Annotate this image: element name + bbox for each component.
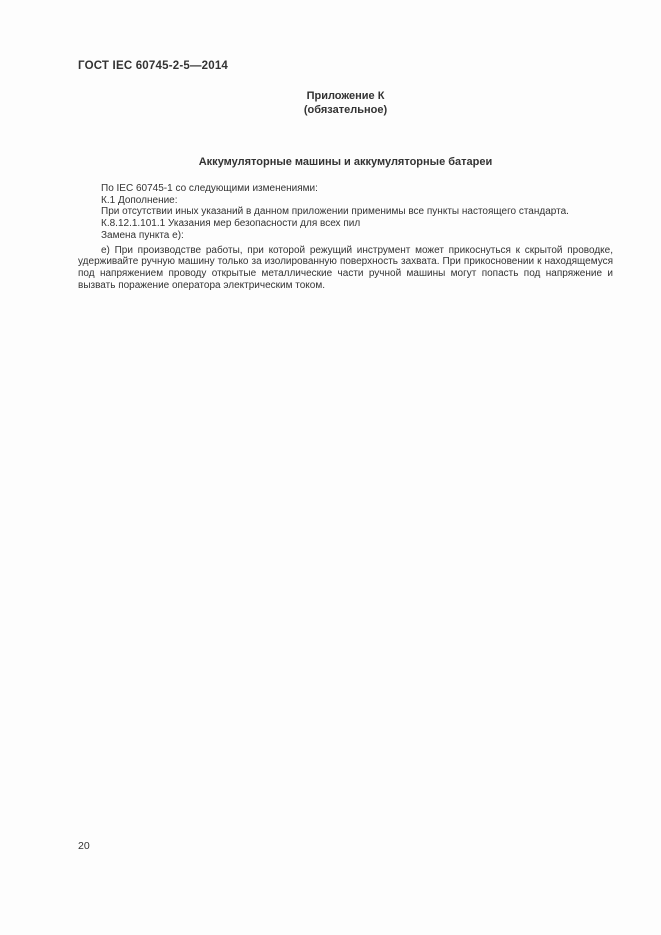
body-text	[78, 183, 613, 291]
appendix-label: Приложение К	[306, 90, 385, 102]
body-line-reference: По IEC 60745-1 со следующими изменениями:	[101, 183, 318, 194]
body-line-clause-k8: К.8.12.1.101.1 Указания мер безопасности для всех пил	[101, 218, 361, 230]
standard-designation: ГОСТ IEC 60745-2-5—2014	[78, 60, 229, 72]
body-line-clause-k1: К.1 Дополнение:	[101, 194, 178, 206]
body-line-applicability: При отсутствии иных указаний в данном приложении применимы все пункты настоящего стандарта.	[101, 206, 569, 218]
safety-warning-paragraph: е) При производстве работы, при которой режущий инструмент может прикоснуться к скрытой проводке, удерживайте ручную машину только за изолированную поверхность захвата. При прикосновении к находящемуся под напряжением проводу открытые металлические части ручной машины могут попасть под напряжение и вызвать поражение оператора электрическим током.	[78, 244, 613, 291]
page-number: 20	[78, 840, 90, 852]
appendix-heading	[78, 90, 613, 117]
section-title: Аккумуляторные машины и аккумуляторные батареи	[198, 156, 493, 168]
appendix-type: (обязательное)	[303, 103, 388, 116]
body-line-replacement: Замена пункта е):	[101, 229, 184, 241]
